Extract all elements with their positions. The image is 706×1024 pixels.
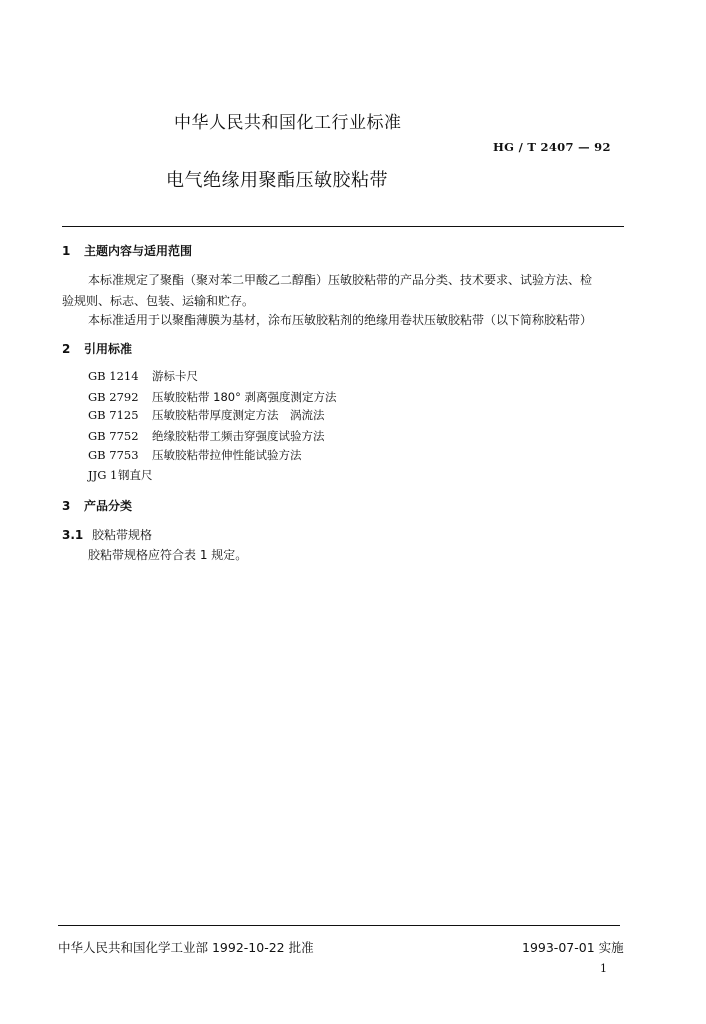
- reference-code: GB 7752: [88, 429, 139, 443]
- approval-line: 中华人民共和国化学工业部 1992-10-22 批准: [58, 940, 314, 955]
- reference-title: 钢直尺: [118, 468, 153, 482]
- paragraph-line: 胶粘带规格应符合表 1 规定。: [88, 548, 248, 562]
- reference-code: GB 7125: [88, 408, 139, 422]
- reference-item: [88, 407, 325, 423]
- subsection-title: 胶粘带规格: [92, 528, 153, 542]
- implementation-date: 1993-07-01 实施: [522, 940, 624, 955]
- reference-title: 压敏胶粘带厚度测定方法 涡流法: [152, 408, 325, 422]
- reference-title: 压敏胶粘带拉伸性能试验方法: [152, 448, 302, 462]
- paragraph-line: 本标准规定了聚酯（聚对苯二甲酸乙二醇酯）压敏胶粘带的产品分类、技术要求、试验方法、检: [88, 273, 593, 287]
- subsection-3-1-heading: [62, 526, 152, 543]
- reference-code: GB 7753: [88, 448, 139, 462]
- header-rule: [62, 226, 624, 227]
- subsection-number: 3.1: [62, 528, 84, 542]
- page-number: 1: [600, 962, 607, 975]
- reference-item: [88, 467, 153, 483]
- reference-code: GB 2792: [88, 390, 139, 404]
- reference-item: [88, 389, 337, 405]
- section-number: 1: [62, 244, 71, 258]
- reference-title: 绝缘胶粘带工频击穿强度试验方法: [152, 429, 325, 443]
- section-number: 2: [62, 342, 71, 356]
- section-1-heading: [62, 242, 192, 259]
- section-title: 引用标准: [84, 342, 133, 356]
- reference-title: 游标卡尺: [152, 369, 198, 383]
- section-2-heading: [62, 340, 132, 357]
- reference-code: GB 1214: [88, 369, 139, 383]
- issuer-title: 中华人民共和国化工行业标准: [174, 113, 402, 133]
- reference-title: 压敏胶粘带 180° 剥离强度测定方法: [152, 390, 337, 404]
- footer-rule: [58, 925, 620, 926]
- reference-item: [88, 428, 325, 444]
- section-3-heading: [62, 497, 132, 514]
- section-title: 产品分类: [84, 499, 133, 513]
- section-number: 3: [62, 499, 71, 513]
- reference-code: JJG 1: [88, 468, 118, 482]
- paragraph-line: 本标准适用于以聚酯薄膜为基材，涂布压敏胶粘剂的绝缘用卷状压敏胶粘带（以下简称胶粘带）: [88, 313, 593, 327]
- reference-item: [88, 368, 198, 384]
- section-title: 主题内容与适用范围: [84, 244, 193, 258]
- standard-number: HG / T 2407 — 92: [493, 140, 611, 154]
- paragraph-line: 验规则、标志、包装、运输和贮存。: [62, 294, 255, 308]
- document-title: 电气绝缘用聚酯压敏胶粘带: [166, 170, 388, 191]
- reference-item: [88, 447, 302, 463]
